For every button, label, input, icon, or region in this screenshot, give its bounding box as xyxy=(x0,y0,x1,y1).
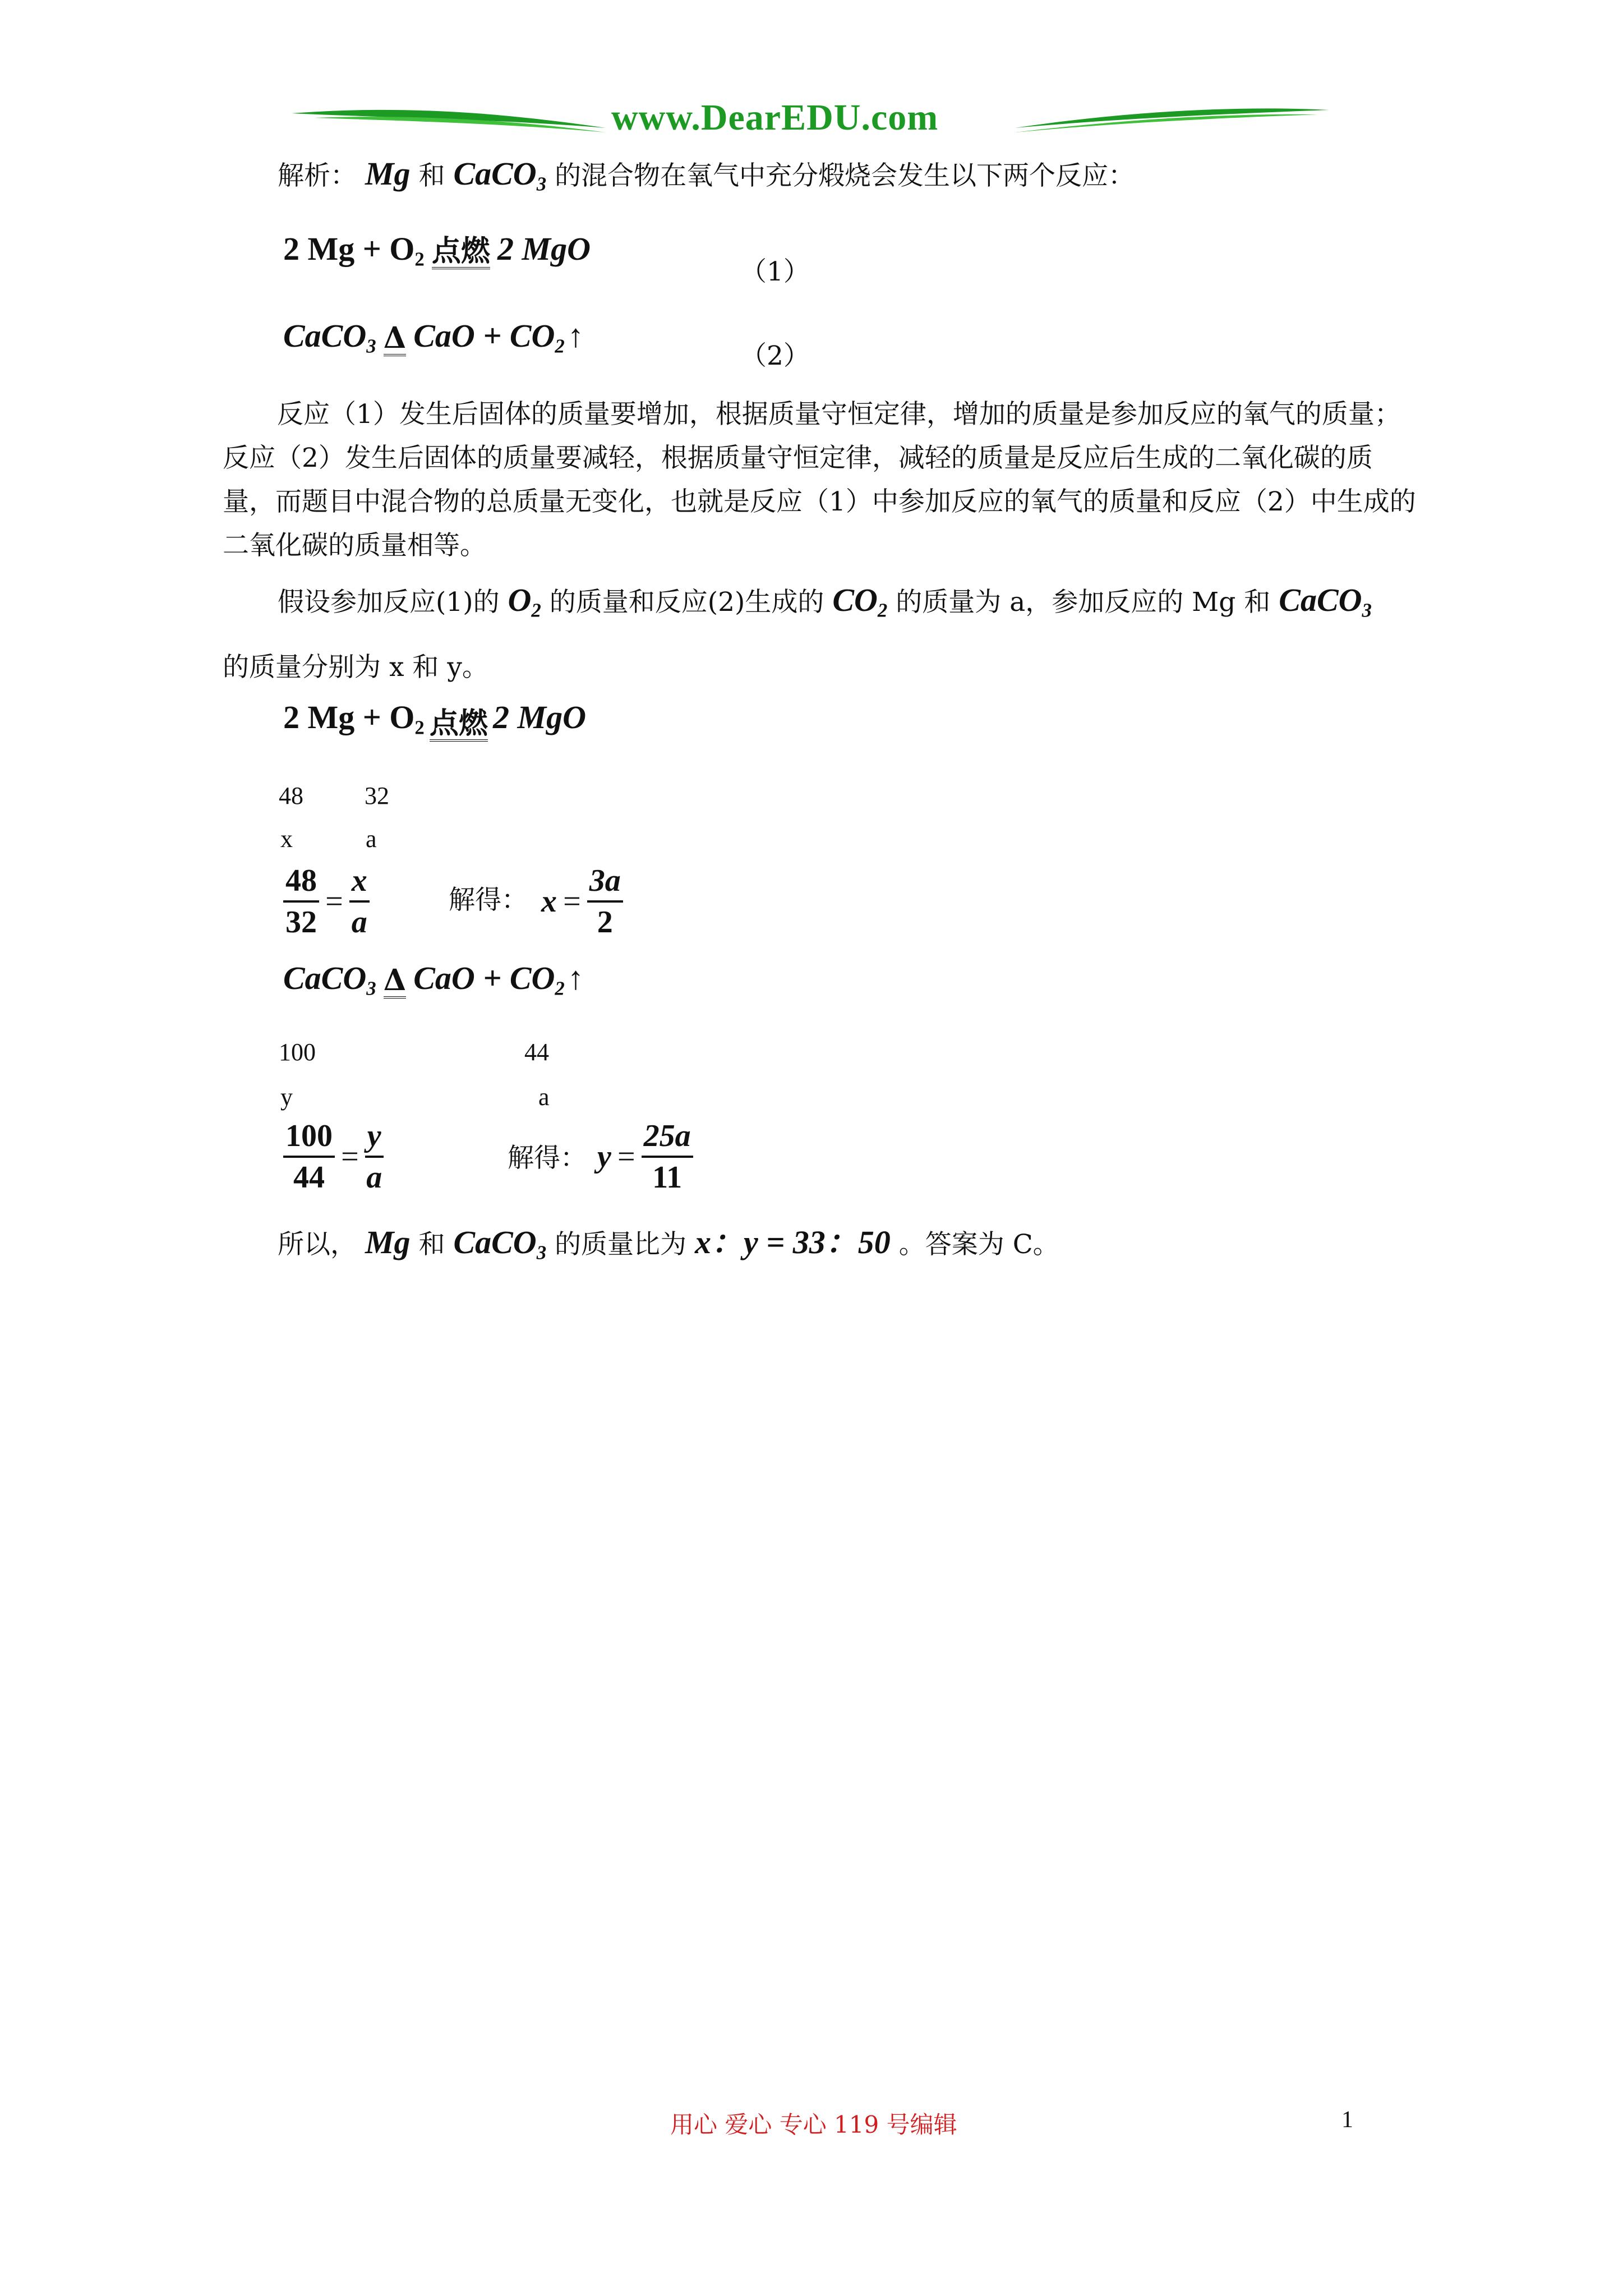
calc2-mass-a: 100 xyxy=(279,1038,316,1066)
page-number: 1 xyxy=(1341,2107,1353,2133)
calc2-equation: CaCO$_3$ Δ CaO + $CO_2$ ↑ xyxy=(283,959,584,1015)
calc2-var-b: a xyxy=(538,1083,550,1111)
reaction-1: 2 $Mg + O_2$ 点燃 2 MgO xyxy=(283,230,591,292)
reaction-1-number: （1） xyxy=(740,256,810,287)
reaction-2-number: （2） xyxy=(740,341,810,371)
calc2-mass-b: 44 xyxy=(524,1038,549,1066)
mg-formula: Mg xyxy=(365,155,411,192)
calc1-var-b: a xyxy=(366,825,377,853)
calc1-equation: 2 $Mg + O_2$ 点燃 2 MgO xyxy=(283,698,586,754)
calc2-result: y = $\frac{25a}{11}$ xyxy=(597,1116,693,1197)
calc1-proportion: $\frac{48}{32}$ = $\frac{x}{a}$ xyxy=(283,861,370,942)
calc2-var-a: y xyxy=(280,1083,293,1111)
reaction-2: CaCO$_3$ Δ CaO + $CO_2$ ↑ xyxy=(283,317,584,379)
calc2-proportion: $\frac{100}{44}$ = $\frac{y}{a}$ xyxy=(283,1116,384,1197)
calc1-mass-b: 32 xyxy=(365,782,389,809)
footer-slogan: 用心 爱心 专心 119 号编辑 xyxy=(670,2111,957,2138)
assumption-line-1: 假设参加反应(1)的 $O_2$ 的质量和反应(2)生成的 $CO_2$ 的质量为 a，参加反应的 Mg 和 CaCO$_3$ xyxy=(278,582,1372,622)
calc1-mass-a: 48 xyxy=(279,782,303,809)
banner-swoosh-right xyxy=(1015,101,1329,146)
site-name[interactable]: www.DearEDU.com xyxy=(611,97,939,138)
assumption-line-2: 的质量分别为 x 和 y。 xyxy=(223,652,488,683)
calc1-solve-label: 解得： xyxy=(449,885,528,915)
condition-heat: Δ xyxy=(384,323,406,361)
header-banner xyxy=(292,95,1329,146)
calc2-solve-label: 解得： xyxy=(508,1143,587,1174)
explanation-paragraph: 反应（1）发生后固体的质量要增加，根据质量守恒定律，增加的质量是参加反应的氧气的质量；反应（2）发生后固体的质量要减轻，根据质量守恒定律，减轻的质量是反应后生成的二氧化碳的质量，而题目中混合物的总质量无变化，也就是反应（1）中参加反应的氧气的质量和反应（2）中生成的二氧化碳的质量相等。 xyxy=(223,399,1416,561)
conclusion-line: 所以， Mg 和 CaCO$_3$ 的质量比为 x：y = 33：50 。答案为 C。 xyxy=(278,1224,1059,1264)
calc1-var-a: x xyxy=(280,825,293,853)
banner-swoosh-left xyxy=(292,101,606,146)
caco3-formula: CaCO$_3$ xyxy=(453,155,547,195)
calc1-result: x = $\frac{3a}{2}$ xyxy=(541,861,623,942)
intro-line: 解析： Mg 和 CaCO$_3$ 的混合物在氧气中充分煅烧会发生以下两个反应： xyxy=(278,155,1135,195)
mass-ratio: x：y = 33：50 xyxy=(695,1224,891,1260)
condition-ignite: 点燃 xyxy=(432,236,490,274)
